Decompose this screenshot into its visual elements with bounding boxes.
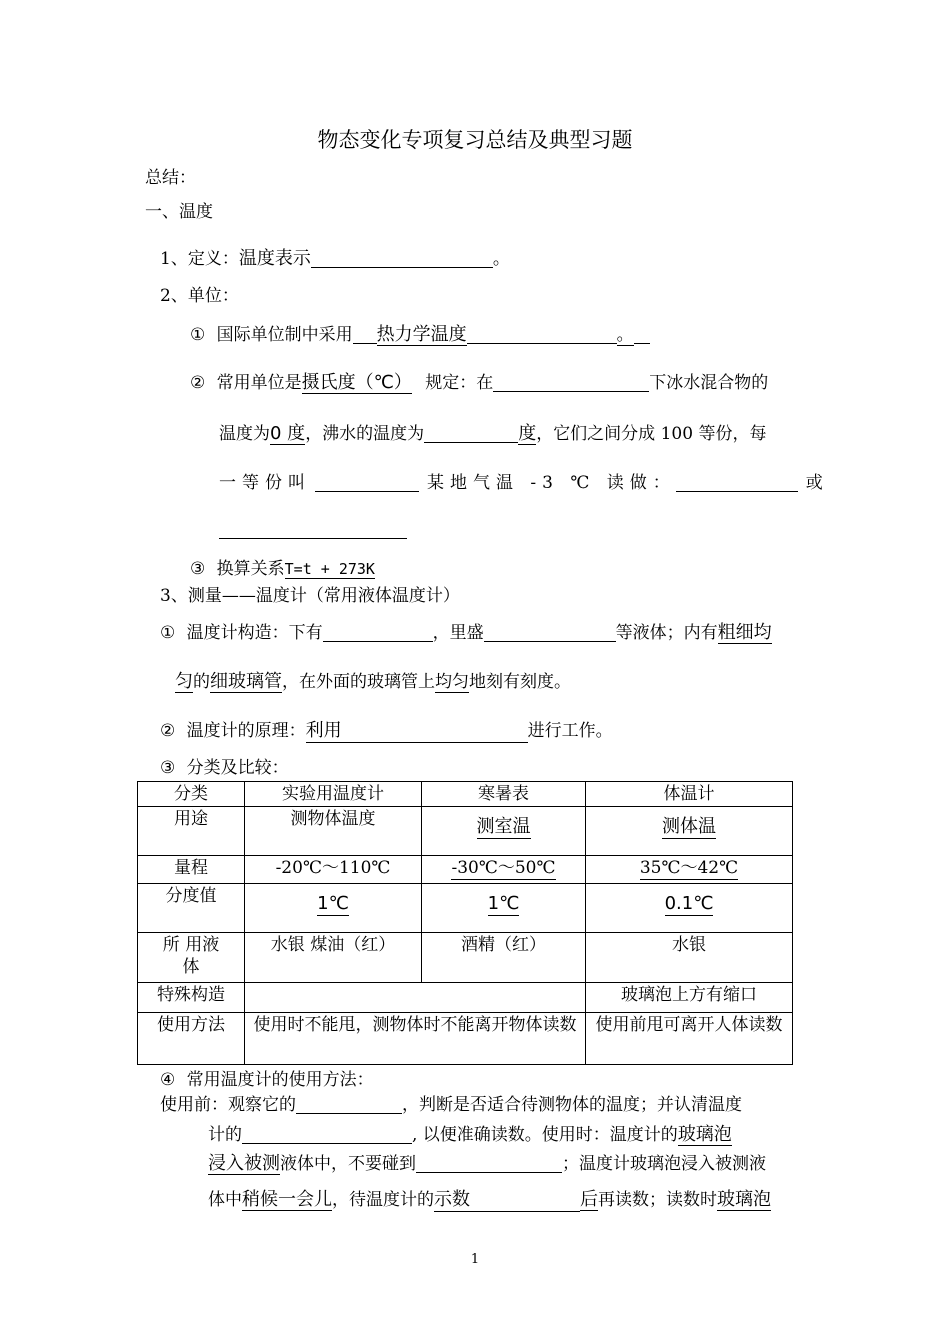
item-number: ①: [190, 325, 206, 345]
table-row: [138, 983, 793, 1013]
table-header-cell: 分类: [138, 782, 245, 807]
bulb-answer: 玻璃泡: [717, 1189, 771, 1210]
reading-answer: 示数: [434, 1189, 580, 1212]
table-header-cell: 体温计: [586, 782, 793, 807]
table-cell: 测物体温度: [245, 807, 422, 856]
row-label: 量程: [138, 856, 245, 884]
text: 地刻有刻度。: [469, 672, 571, 692]
usage-line3: [208, 1153, 766, 1175]
item-number: ②: [160, 721, 176, 741]
table-cell: [422, 884, 586, 933]
usage-line1: [160, 1094, 742, 1116]
unit-label: 2、单位：: [160, 286, 239, 306]
unit-common-line3: [219, 472, 829, 494]
table-cell: [422, 856, 586, 884]
punct: 。: [616, 325, 634, 345]
row-label: 用途: [138, 807, 245, 856]
table-cell: 玻璃泡上方有缩口: [586, 983, 793, 1013]
text: ，在外面的玻璃管上: [282, 672, 435, 692]
usage-line4: [208, 1189, 771, 1212]
text: 温度计构造：下有: [186, 623, 323, 643]
blank[interactable]: [296, 1095, 402, 1114]
summary-label: 总结：: [145, 168, 196, 188]
text: 等液体；内有: [615, 623, 718, 643]
blank[interactable]: [676, 473, 798, 492]
table-header-cell: 实验用温度计: [245, 782, 422, 807]
cell-answer: 35℃～42℃: [639, 858, 739, 878]
unit-common-answer: 摄氏度（℃）: [301, 372, 412, 393]
blank[interactable]: [315, 473, 419, 492]
table-cell: [586, 856, 793, 884]
immerse-answer: 浸入被测: [208, 1153, 280, 1174]
text: 或: [805, 473, 829, 493]
text: 计的: [208, 1125, 242, 1145]
bulb-answer: 玻璃泡: [677, 1124, 732, 1145]
row-label: 特殊构造: [138, 983, 245, 1013]
text: ，里盛: [432, 623, 484, 643]
item-number: ③: [190, 559, 206, 579]
unit-common-line1: [190, 372, 768, 394]
text: ，它们之间分成 100 等份，每: [536, 424, 767, 444]
table-cell: [586, 807, 793, 856]
thermometer-comparison-table: [137, 781, 793, 1065]
cell-answer: 1℃: [487, 893, 520, 914]
table-cell: [245, 884, 422, 933]
text: 进行工作。: [527, 721, 613, 741]
wait-answer: 稍候一会儿: [242, 1189, 332, 1210]
text: 温度计的原理：: [186, 721, 306, 741]
definition-answer: 温度表示: [238, 248, 311, 269]
structure-answer: 匀: [175, 671, 193, 692]
table-header-row: [138, 782, 793, 807]
item-number: ④: [160, 1070, 176, 1090]
text: ，待温度计的: [332, 1190, 434, 1210]
item-number: ②: [190, 373, 206, 393]
thermometer-principle-line: [160, 720, 613, 743]
section-heading-temperature: 一、温度: [145, 202, 213, 222]
text: , 以便准确读数。使用时：温度计的: [412, 1125, 678, 1145]
unit-si-line: [190, 324, 650, 346]
text: 一等份叫: [219, 473, 311, 493]
text: 使用前：观察它的: [160, 1095, 296, 1115]
table-cell: 水银 煤油（红）: [245, 933, 422, 983]
table-row: [138, 933, 793, 983]
measure-heading: 3、测量——温度计（常用液体温度计）: [160, 586, 460, 606]
table-row: [138, 1013, 793, 1065]
item-number: ①: [160, 623, 176, 643]
cell-answer: 测室温: [476, 816, 531, 837]
classification-line: [160, 757, 289, 779]
table-cell: 水银: [586, 933, 793, 983]
uniform-answer: 均匀: [435, 672, 469, 692]
table-cell: 使用时不能甩，测物体时不能离开物体读数: [245, 1013, 586, 1065]
blank[interactable]: [219, 520, 407, 539]
unit-si-text: 国际单位制中采用: [216, 325, 353, 345]
table-cell: [422, 807, 586, 856]
text: 的: [193, 672, 210, 692]
text: 换算关系: [216, 559, 285, 579]
row-label: 使用方法: [138, 1013, 245, 1065]
unit-common-line2: [219, 423, 766, 445]
row-label-part: 体: [182, 957, 200, 977]
definition-label: 1、定义：: [160, 249, 239, 269]
blank[interactable]: [416, 1154, 562, 1173]
row-label-part: 所 用液: [162, 935, 220, 955]
blank[interactable]: [493, 373, 649, 392]
cell-answer: 测体温: [662, 816, 716, 837]
page-title: 物态变化专项复习总结及典型习题: [317, 128, 633, 152]
text: 某地气温 -3 ℃ 读做：: [427, 473, 676, 493]
table-cell: [245, 983, 586, 1013]
structure-answer: 粗细均: [717, 622, 772, 643]
text: 下冰水混合物的: [649, 373, 769, 393]
cell-answer: 0.1℃: [664, 893, 714, 914]
text: ，沸水的温度为: [305, 424, 425, 444]
freezing-answer: 0 度: [270, 423, 306, 444]
conversion-line: [190, 558, 375, 580]
unit-si-answer: 热力学温度: [376, 324, 467, 345]
text: 液体中，不要碰到: [280, 1154, 416, 1174]
punct: 。: [492, 249, 510, 269]
thermometer-structure-line1: [160, 622, 772, 644]
text: 规定：在: [425, 373, 494, 393]
table-header-cell: 寒暑表: [422, 782, 586, 807]
text: 再读数；读数时: [598, 1190, 717, 1210]
cell-answer: -30℃～50℃: [451, 858, 556, 878]
glass-tube-answer: 细玻璃管: [210, 671, 282, 692]
item-number: ③: [160, 758, 176, 778]
text: 体中: [208, 1190, 242, 1210]
page-number: 1: [470, 1252, 480, 1267]
blank[interactable]: [323, 623, 433, 642]
blank[interactable]: [242, 1125, 412, 1144]
table-cell: [586, 884, 793, 933]
boiling-answer: 度: [518, 423, 537, 444]
row-label: [138, 933, 245, 983]
definition-line: [160, 248, 510, 270]
blank[interactable]: [424, 424, 518, 443]
table-cell: 酒精（红）: [422, 933, 586, 983]
row-label: 分度值: [138, 884, 245, 933]
text: 常用温度计的使用方法：: [186, 1070, 374, 1090]
usage-heading: [160, 1069, 374, 1091]
usage-line2: [208, 1124, 732, 1146]
table-cell: 使用前甩可离开人体读数: [586, 1013, 793, 1065]
table-row: [138, 807, 793, 856]
table-row: [138, 856, 793, 884]
thermometer-structure-line2: [175, 671, 571, 693]
cell-answer: 1℃: [317, 893, 349, 914]
text: 温度为: [219, 424, 270, 444]
text: 分类及比较：: [186, 758, 289, 778]
blank[interactable]: [353, 325, 377, 344]
conversion-formula: T=t + 273K: [284, 560, 375, 578]
text: ；温度计玻璃泡浸入被测液: [562, 1154, 766, 1174]
principle-answer: 利用: [306, 720, 528, 743]
stable-answer: 后: [580, 1189, 598, 1210]
blank[interactable]: [634, 325, 650, 344]
table-cell: -20℃～110℃: [245, 856, 422, 884]
blank[interactable]: [467, 325, 617, 344]
table-row: [138, 884, 793, 933]
blank[interactable]: [311, 249, 493, 268]
text: ，判断是否适合待测物体的温度；并认清温度: [402, 1095, 742, 1115]
text: 常用单位是: [216, 373, 302, 393]
blank[interactable]: [484, 623, 616, 642]
